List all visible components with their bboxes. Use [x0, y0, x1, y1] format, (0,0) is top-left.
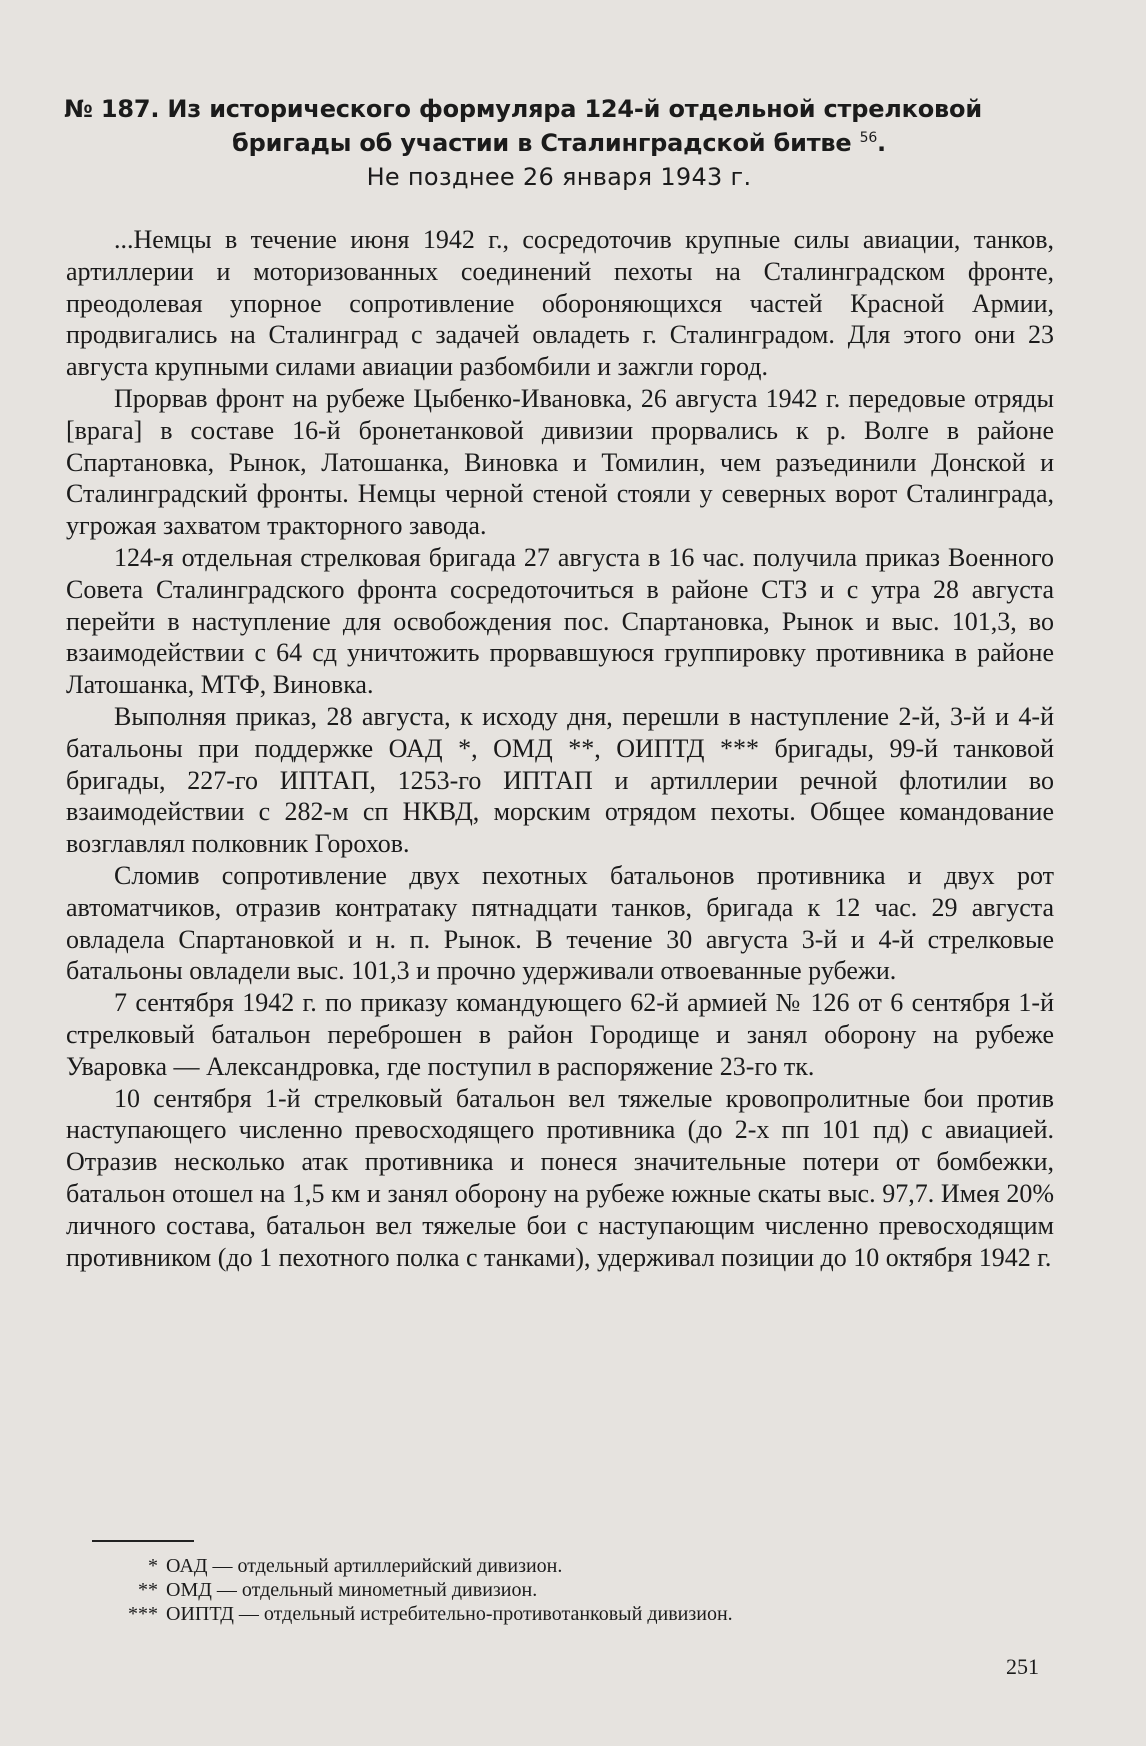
- document-heading: [64, 92, 1054, 194]
- paragraph-1: ...Немцы в течение июня 1942 г., сосредоточив крупные силы авиации, танков, артиллерии и моторизованных соединений пехоты на Сталинградском фронте, преодолевая упорное сопротивление обороняющихся частей Красной Армии, продвигались на Сталинград с задачей овладеть г. Сталинградом. Для этого они 23 августа крупными силами авиации разбомбили и зажгли город.: [66, 225, 1054, 382]
- footnote-item: [100, 1578, 1000, 1602]
- footnote-divider: [92, 1540, 194, 1542]
- footnote-mark: ***: [128, 1603, 158, 1625]
- paragraph-6: 7 сентября 1942 г. по приказу командующего 62-й армией № 126 от 6 сентября 1-й стрелковый батальон переброшен в район Городище и занял оборону на рубеже Уваровка — Александровка, где поступил в распоряжение 23-го тк.: [66, 988, 1054, 1081]
- heading-title-end: .: [877, 129, 886, 157]
- paragraph-4: Выполняя приказ, 28 августа, к исходу дня, перешли в наступление 2-й, 3-й и 4-й батальоны при поддержке ОАД *, ОМД **, ОИПТД *** бригады, 99-й танковой бригады, 227-го ИПТАП, 1253-го ИПТАП и артиллерии речной флотилии во взаимодействии с 282-м сп НКВД, морским отрядом пехоты. Общее командование возглавлял полковник Горохов.: [66, 701, 1054, 859]
- footnote-text: ОМД — отдельный минометный дивизион.: [166, 1579, 538, 1601]
- paragraph-2: Прорвав фронт на рубеже Цыбенко-Ивановка, 26 августа 1942 г. передовые отряды [врага] в составе 16-й бронетанковой дивизии прорвались к р. Волге в районе Спартановка, Рынок, Латошанка, Виновка и Томилин, чем разъединили Донской и Сталинградский фронты. Немцы черной стеной стояли у северных ворот Сталинграда, угрожая захватом тракторного завода.: [66, 383, 1054, 541]
- heading-note-reference: 56: [859, 130, 878, 146]
- page-number: 251: [1006, 1654, 1039, 1679]
- footnote-text: ОАД — отдельный артиллерийский дивизион.: [166, 1555, 563, 1577]
- heading-date: Не позднее 26 января 1943 г.: [366, 163, 752, 191]
- footnote-item: [100, 1554, 1000, 1578]
- heading-title-line-1: № 187. Из исторического формуляра 124-й отдельной стрелковой: [64, 95, 982, 123]
- heading-title-line-2: [64, 126, 1054, 160]
- document-body: [66, 224, 1054, 1273]
- footnote-mark: **: [138, 1579, 158, 1601]
- footnote-text: ОИПТД — отдельный истребительно-противотанковый дивизион.: [166, 1603, 733, 1625]
- footnote-mark: *: [148, 1555, 158, 1577]
- paragraph-7: 10 сентября 1-й стрелковый батальон вел тяжелые кровопролитные бои против наступающего численно превосходящего противника (до 2-х пп 101 пд) с авиацией. Отразив несколько атак противника и понеся значительные потери от бомбежки, батальон отошел на 1,5 км и занял оборону на рубеже южные скаты выс. 97,7. Имея 20% личного состава, батальон вел тяжелые бои с наступающим численно превосходящим противником (до 1 пехотного полка с танками), удерживал позиции до 10 октября 1942 г.: [66, 1083, 1054, 1272]
- paragraph-5: Сломив сопротивление двух пехотных батальонов противника и двух рот автоматчиков, отразив контратаку пятнадцати танков, бригада к 12 час. 29 августа овладела Спартановкой и н. п. Рынок. В течение 30 августа 3-й и 4-й стрелковые батальоны овладели выс. 101,3 и прочно удерживали отвоеванные рубежи.: [66, 860, 1054, 986]
- footnote-item: [100, 1602, 1000, 1626]
- footnotes: [100, 1554, 1000, 1626]
- heading-title-text: бригады об участии в Сталинградской битве: [232, 129, 852, 157]
- paragraph-3: 124-я отдельная стрелковая бригада 27 августа в 16 час. получила приказ Военного Совета Сталинградского фронта сосредоточиться в районе СТЗ и с утра 28 августа перейти в наступление для освобождения пос. Спартановка, Рынок и выс. 101,3, во взаимодействии с 64 сд уничтожить прорвавшуюся группировку противника в районе Латошанка, МТФ, Виновка.: [66, 542, 1054, 700]
